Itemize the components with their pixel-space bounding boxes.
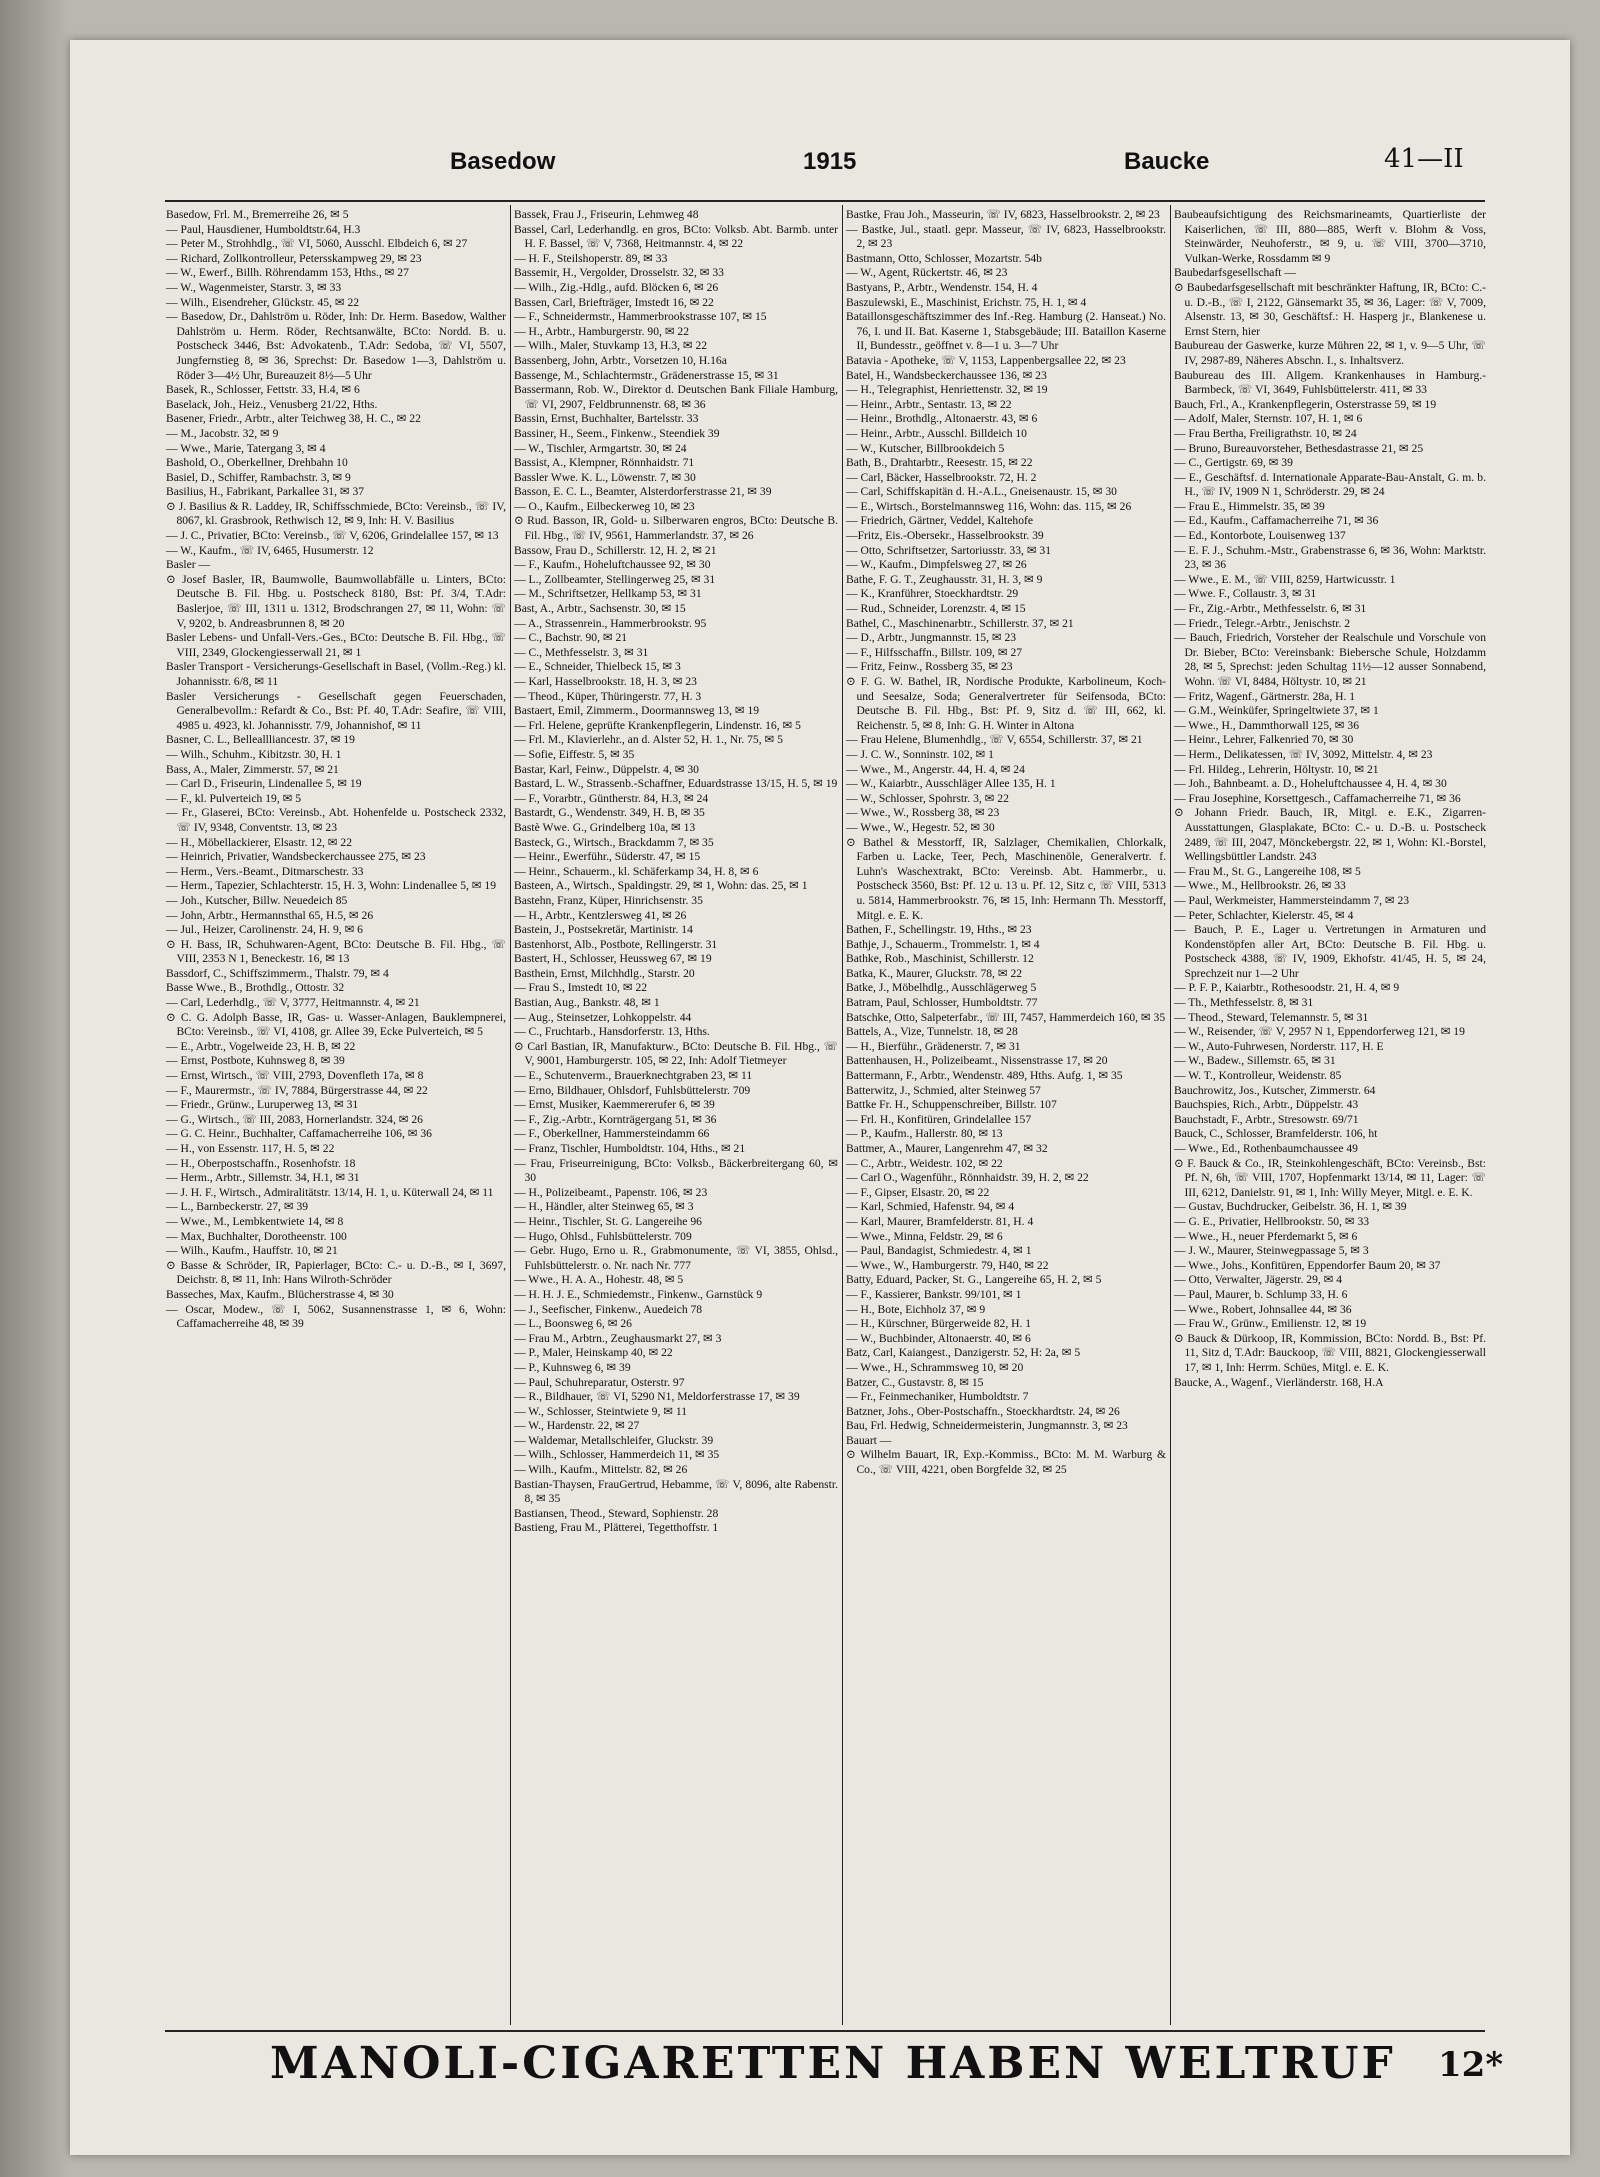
directory-entry: ⊙ Wilhelm Bauart, IR, Exp.-Kommiss., BCto: M. M. Warburg & Co., ☏ VIII, 4221, oben Borgfelde 32, ✉ 25	[846, 1448, 1166, 1477]
directory-entry: — Wwe., H., neuer Pferdemarkt 5, ✉ 6	[1174, 1229, 1358, 1243]
directory-entry: Baszulewski, E., Maschinist, Erichstr. 75, H. 1, ✉ 4	[846, 295, 1087, 309]
directory-entry: — E., Wirtsch., Borstelmannsweg 116, Wohn: das. 115, ✉ 26	[846, 499, 1132, 513]
directory-entry: — C., Fruchtarb., Hansdorferstr. 13, Hths.	[514, 1025, 710, 1039]
directory-entry: — Fritz, Feinw., Rossberg 35, ✉ 23	[846, 660, 1013, 674]
directory-entry: — F., Schneidermstr., Hammerbrookstrasse 107, ✉ 15	[514, 310, 767, 324]
directory-entry: Battmer, A., Maurer, Langenrehm 47, ✉ 32	[846, 1142, 1048, 1155]
directory-entry: Bassler Wwe. K. L., Löwenstr. 7, ✉ 30	[514, 470, 696, 484]
directory-entry: — Fritz, Wagenf., Gärtnerstr. 28a, H. 1	[1174, 689, 1356, 703]
directory-entry: — Wilh., Schuhm., Kibitzstr. 30, H. 1	[166, 747, 342, 761]
directory-entry: Bastke, Frau Joh., Masseurin, ☏ IV, 6823, Hasselbrookstr. 2, ✉ 23	[846, 208, 1160, 221]
directory-entry: ⊙ Carl Bastian, IR, Manufakturw., BCto: Deutsche B. Fil. Hbg., ☏ V, 9001, Hamburgerstr. 105, ✉ 22, Inh: Adolf Tietmeyer	[514, 1039, 838, 1068]
directory-entry: — W., Kutscher, Billbrookdeich 5	[846, 441, 1005, 455]
directory-entry: — Wwe., Johs., Konfitüren, Eppendorfer Baum 20, ✉ 37	[1174, 1258, 1441, 1272]
directory-entry: — E., Arbtr., Vogelweide 23, H. B, ✉ 22	[166, 1039, 356, 1053]
directory-entry: Bassek, Frau J., Friseurin, Lehmweg 48	[514, 208, 699, 221]
directory-entry: — Karl, Schmied, Hafenstr. 94, ✉ 4	[846, 1200, 1015, 1214]
directory-entry: ⊙ Josef Basler, IR, Baumwolle, Baumwollabfälle u. Linters, BCto: Deutsche B. Fil. Hbg. u. Postscheck 8180, Bst: Pf. 3/4, T.Adr: Baslerjoe, ☏ III, 1311 u. 1312, Brodschrangen 27, ✉ 11, Wohn: ☏ V, 9202, b. Andreasbrunnen 8, ✉ 20	[166, 572, 506, 630]
binding-gutter	[0, 0, 70, 2177]
directory-entry: — W., Kaiarbtr., Ausschläger Allee 135, H. 1	[846, 777, 1056, 791]
directory-entry: Bastenhorst, Alb., Postbote, Rellingerstr. 31	[514, 937, 718, 951]
directory-entry: — J., Seefischer, Finkenw., Auedeich 78	[514, 1302, 703, 1316]
directory-entry: — C., Methfesselstr. 3, ✉ 31	[514, 645, 649, 659]
directory-entry: — Wwe., W., Hegestr. 52, ✉ 30	[846, 820, 995, 834]
directory-entry: Batram, Paul, Schlosser, Humboldtstr. 77	[846, 996, 1038, 1010]
directory-entry: — H., Polizeibeamt., Papenstr. 106, ✉ 23	[514, 1185, 708, 1199]
directory-entry: — Wwe., M., Hellbrookstr. 26, ✉ 33	[1174, 879, 1346, 893]
directory-entry: — Herm., Arbtr., Sillemstr. 34, H.1, ✉ 31	[166, 1171, 360, 1185]
footer-rule	[165, 2030, 1485, 2032]
directory-entry: Basthein, Ernst, Milchhdlg., Starstr. 20	[514, 966, 695, 980]
directory-entry: Basson, E. C. L., Beamter, Alsterdorferstrasse 21, ✉ 39	[514, 485, 772, 499]
directory-entry: — Wilh., Kaufm., Hauffstr. 10, ✉ 21	[166, 1244, 338, 1258]
directory-entry: — Otto, Verwalter, Jägerstr. 29, ✉ 4	[1174, 1273, 1343, 1287]
directory-entry: — Hugo, Ohlsd., Fuhlsbüttelerstr. 709	[514, 1229, 692, 1243]
directory-entry: — F., Vorarbtr., Güntherstr. 84, H.3, ✉ 24	[514, 791, 709, 805]
directory-entry: — Fr., Glaserei, BCto: Vereinsb., Abt. Hohenfelde u. Postscheck 2332, ☏ IV, 9348, Conventstr. 13, ✉ 23	[166, 806, 506, 834]
directory-entry: — Jul., Heizer, Carolinenstr. 24, H. 9, ✉ 6	[166, 923, 363, 937]
directory-entry: — H., Arbtr., Hamburgerstr. 90, ✉ 22	[514, 324, 690, 338]
directory-entry: Bassenge, M., Schlachtermstr., Grädenerstrasse 15, ✉ 31	[514, 368, 779, 382]
directory-entry: Bastardt, G., Wendenstr. 349, H. B, ✉ 35	[514, 806, 705, 820]
directory-entry: — L., Barnbeckerstr. 27, ✉ 39	[166, 1200, 309, 1214]
directory-entry: Batzer, C., Gustavstr. 8, ✉ 15	[846, 1375, 984, 1389]
directory-entry: — Heinr., Arbtr., Ausschl. Billdeich 10	[846, 426, 1027, 440]
directory-entry: — Wwe., W., Hamburgerstr. 79, H40, ✉ 22	[846, 1258, 1049, 1272]
directory-entry: Bassow, Frau D., Schillerstr. 12, H. 2, ✉ 21	[514, 543, 717, 557]
directory-entry: — Ed., Kaufm., Caffamacherreihe 71, ✉ 36	[1174, 514, 1379, 528]
directory-entry: — L., Zollbeamter, Stellingerweg 25, ✉ 31	[514, 572, 716, 586]
directory-entry: — J. W., Maurer, Steinwegpassage 5, ✉ 3	[1174, 1244, 1369, 1258]
directory-entry: — H., Kürschner, Bürgerweide 82, H. 1	[846, 1317, 1032, 1331]
directory-entry: — Wilh., Zig.-Hdlg., aufd. Blöcken 6, ✉ 26	[514, 280, 719, 294]
directory-entry: Bassermann, Rob. W., Direktor d. Deutschen Bank Filiale Hamburg, ☏ VI, 2907, Feldbrunnenstr. 68, ✉ 36	[514, 383, 838, 411]
directory-entry: Bastyans, P., Arbtr., Wendenstr. 154, H. 4	[846, 280, 1038, 294]
directory-entry: Bauchrowitz, Jos., Kutscher, Zimmerstr. 64	[1174, 1083, 1376, 1097]
directory-entry: — Heinr., Arbtr., Sentastr. 13, ✉ 22	[846, 397, 1012, 411]
directory-entry: — Herm., Vers.-Beamt., Ditmarschestr. 33	[166, 864, 364, 878]
directory-entry: — J. H. F., Wirtsch., Admiralitätstr. 13/14, H. 1, u. Küterwall 24, ✉ 11	[166, 1185, 494, 1199]
directory-entry: — Wwe., M., Lembkentwiete 14, ✉ 8	[166, 1214, 344, 1228]
directory-entry: — Wwe., H., Dammthorwall 125, ✉ 36	[1174, 718, 1359, 732]
directory-entry: Bathje, J., Schauerm., Trommelstr. 1, ✉ 4	[846, 937, 1040, 951]
directory-entry: — E., Schneider, Thielbeck 15, ✉ 3	[514, 660, 681, 674]
directory-entry: — Heinr., Tischler, St. G. Langereihe 96	[514, 1214, 702, 1228]
directory-entry: — Wilh., Kaufm., Mittelstr. 82, ✉ 26	[514, 1463, 688, 1477]
directory-entry: Bast, A., Arbtr., Sachsenstr. 30, ✉ 15	[514, 602, 686, 616]
directory-entry: — W., Schlosser, Steintwiete 9, ✉ 11	[514, 1404, 688, 1418]
directory-entry: — O., Kaufm., Eilbeckerweg 10, ✉ 23	[514, 499, 695, 513]
directory-entry: ⊙ Bauck & Dürkoop, IR, Kommission, BCto: Nordd. B., Bst: Pf. 11, Sitz d, T.Adr: Bauckoop, ☏ VIII, 8821, Glockengiesserwall 17, ✉ 1, Inh: Herrm. Schües, Mitgl. e. E. K.	[1174, 1331, 1486, 1374]
directory-entry: — P., Kuhnsweg 6, ✉ 39	[514, 1360, 631, 1374]
directory-entry: Bassenberg, John, Arbtr., Vorsetzen 10, H.16a	[514, 353, 727, 367]
directory-entry: Baubureau des III. Allgem. Krankenhauses in Hamburg.-Barmbeck, ☏ VI, 3649, Fuhlsbüttelerstr. 411, ✉ 33	[1174, 368, 1486, 397]
directory-entry: — Max, Buchhalter, Dorotheenstr. 100	[166, 1229, 347, 1243]
directory-entry: Battels, A., Vize, Tunnelstr. 18, ✉ 28	[846, 1025, 1018, 1039]
column-divider	[842, 205, 843, 2025]
directory-entry: ⊙ J. Basilius & R. Laddey, IR, Schiffsschmiede, BCto: Vereinsb., ☏ IV, 8067, kl. Grasbrook, Rethwisch 12, ✉ 9, Inh: H. V. Basilius	[166, 499, 506, 528]
directory-entry: — Erno, Bildhauer, Ohlsdorf, Fuhlsbüttelerstr. 709	[514, 1083, 751, 1097]
directory-entry: Batschke, Otto, Salpeterfabr., ☏ III, 7457, Hammerdeich 160, ✉ 35	[846, 1010, 1166, 1024]
directory-entry: Bauart —	[846, 1433, 892, 1447]
directory-entry: Baubedarfsgesellschaft —	[1174, 266, 1297, 280]
directory-entry: — C., Arbtr., Weidestr. 102, ✉ 22	[846, 1156, 1003, 1170]
directory-entry: — Frl. Hildeg., Lehrerin, Höltystr. 10, ✉ 21	[1174, 762, 1379, 776]
directory-entry: — Theod., Küper, Thüringerstr. 77, H. 3	[514, 689, 702, 703]
directory-entry: — Wwe., Marie, Tatergang 3, ✉ 4	[166, 441, 326, 455]
directory-entry: — M., Schriftsetzer, Hellkamp 53, ✉ 31	[514, 587, 702, 601]
directory-entry: — K., Kranführer, Stoeckhardtstr. 29	[846, 587, 1019, 601]
directory-entry: Bauchspies, Rich., Arbtr., Düppelstr. 43	[1174, 1098, 1359, 1112]
directory-entry: — F., Gipser, Elsastr. 20, ✉ 22	[846, 1185, 990, 1199]
directory-entry: — Heinr., Schauerm., kl. Schäferkamp 34, H. 8, ✉ 6	[514, 864, 759, 878]
directory-entry: — Wwe., Minna, Feldstr. 29, ✉ 6	[846, 1229, 1003, 1243]
directory-entry: ⊙ H. Bass, IR, Schuhwaren-Agent, BCto: Deutsche B. Fil. Hbg., ☏ VIII, 2353 N 1, Beneckestr. 16, ✉ 13	[166, 937, 506, 966]
directory-entry: Battenhausen, H., Polizeibeamt., Nissenstrasse 17, ✉ 20	[846, 1054, 1108, 1068]
directory-entry: — H., Oberpostschaffn., Rosenhofstr. 18	[166, 1156, 356, 1170]
directory-entry: — E. F. J., Schuhm.-Mstr., Grabenstrasse 6, ✉ 36, Wohn: Marktstr. 23, ✉ 36	[1174, 543, 1486, 572]
directory-entry: — Heinr., Ewerführ., Süderstr. 47, ✉ 15	[514, 850, 701, 864]
directory-entry: — R., Bildhauer, ☏ VI, 5290 N1, Meldorferstrasse 17, ✉ 39	[514, 1390, 800, 1404]
directory-entry: — Frl. M., Klavierlehr., an d. Alster 52, H. 1., Nr. 75, ✉ 5	[514, 733, 783, 747]
directory-entry: Basek, R., Schlosser, Fettstr. 33, H.4, ✉ 6	[166, 383, 360, 397]
directory-entry: Bastard, L. W., Strassenb.-Schaffner, Eduardstrasse 13/15, H. 5, ✉ 19	[514, 777, 838, 791]
directory-entry: — W., Wagenmeister, Starstr. 3, ✉ 33	[166, 280, 342, 294]
directory-entry: Bath, B., Drahtarbtr., Reesestr. 15, ✉ 22	[846, 456, 1033, 470]
directory-entry: Basler Transport - Versicherungs-Gesellschaft in Basel, (Vollm.-Reg.) kl. Johannisstr. 6/8, ✉ 11	[166, 660, 506, 688]
directory-entry: — Bauch, Friedrich, Vorsteher der Realschule und Vorschule von Dr. Bieber, BCto: Vereinsbank: Biebersche Schule, Holzdamm 28, ✉ 5, Sprechst: jeden Schultag 11½—12 ausser Sonnabend, Wohn. ☏ VI, 8484, Höltystr. 10, ✉ 21	[1174, 631, 1486, 688]
directory-entry: — Joh., Kutscher, Billw. Neuedeich 85	[166, 893, 348, 907]
directory-entry: — W., Hardenstr. 22, ✉ 27	[514, 1419, 640, 1433]
directory-entry: Bass, A., Maler, Zimmerstr. 57, ✉ 21	[166, 762, 339, 776]
directory-entry: — Frau W., Grünw., Emilienstr. 12, ✉ 19	[1174, 1317, 1367, 1331]
directory-entry: — W., Badew., Sillemstr. 65, ✉ 31	[1174, 1054, 1336, 1068]
directory-entry: — Paul, Werkmeister, Hammersteindamm 7, ✉ 23	[1174, 893, 1410, 907]
directory-entry: — Richard, Zollkontrolleur, Petersskampweg 29, ✉ 23	[166, 251, 422, 265]
directory-entry: — W., Schlosser, Spohrstr. 3, ✉ 22	[846, 791, 1009, 805]
directory-entry: — W., Agent, Rückertstr. 46, ✉ 23	[846, 266, 1008, 280]
directory-entry: — Joh., Bahnbeamt. a. D., Hoheluftchaussee 4, H. 4, ✉ 30	[1174, 777, 1447, 791]
directory-entry: — Otto, Schriftsetzer, Sartoriusstr. 33, ✉ 31	[846, 543, 1052, 557]
directory-entry: Bathe, F. G. T., Zeughausstr. 31, H. 3, ✉ 9	[846, 572, 1043, 586]
directory-entry: Battke Fr. H., Schuppenschreiber, Billstr. 107	[846, 1098, 1057, 1112]
directory-entry: Bastiansen, Theod., Steward, Sophienstr. 28	[514, 1506, 719, 1520]
directory-entry: — Ernst, Postbote, Kuhnsweg 8, ✉ 39	[166, 1054, 345, 1068]
directory-entry: Bastehn, Franz, Küper, Hinrichsenstr. 35	[514, 893, 703, 907]
directory-entry: ⊙ F. G. W. Bathel, IR, Nordische Produkte, Karbolineum, Koch- und Seesalze, Soda; Generalvertreter für Seifensoda, BCto: Deutsche B. Fil. Hbg., Bst: Pf. 9, Sitz d. ☏ III, 662, kl. Reichenstr. 5, ✉ 8, Inh: G. H. Winter in Altona	[846, 675, 1166, 732]
directory-entry: Basener, Friedr., Arbtr., alter Teichweg 38, H. C., ✉ 22	[166, 412, 421, 426]
directory-entry: — G., Wirtsch., ☏ III, 2083, Hornerlandstr. 324, ✉ 26	[166, 1112, 423, 1126]
directory-entry: Bastar, Karl, Feinw., Düppelstr. 4, ✉ 30	[514, 762, 699, 776]
directory-entry: Bauck, C., Schlosser, Bramfelderstr. 106, ht	[1174, 1127, 1378, 1141]
directory-entry: Bassdorf, C., Schiffszimmerm., Thalstr. 79, ✉ 4	[166, 966, 389, 980]
directory-entry: — Friedrich, Gärtner, Veddel, Kaltehofe	[846, 514, 1034, 528]
directory-entry: — Wwe., M., Angerstr. 44, H. 4, ✉ 24	[846, 762, 1025, 776]
directory-entry: Bataillonsgeschäftszimmer des Inf.-Reg. Hamburg (2. Hanseat.) No. 76, I. und II. Bat. Kaserne 1, Stabsgebäude; III. Bataillon Kaserne II, Bundesstr., geöffnet v. 8—1 u. 3—7 Uhr	[846, 310, 1166, 353]
directory-entry: Basler Versicherungs - Gesellschaft gegen Feuerschaden, Generalbevollm.: Refardt & Co., Bst: Pf. 40, T.Adr: Seafire, ☏ VIII, 4985 u. 4923, kl. Johannisstr. 7/9, Johannishof, ✉ 11	[166, 689, 506, 732]
directory-entry: — P. F. P., Kaiarbtr., Rothesoodstr. 21, H. 4, ✉ 9	[1174, 981, 1400, 995]
directory-entry: Batavia - Apotheke, ☏ V, 1153, Lappenbergsallee 22, ✉ 23	[846, 353, 1126, 367]
directory-entry: — H., Möbellackierer, Elsastr. 12, ✉ 22	[166, 835, 353, 849]
directory-entry: — Frau Helene, Blumenhdlg., ☏ V, 6554, Schillerstr. 37, ✉ 21	[846, 733, 1143, 747]
directory-entry: Bastè Wwe. G., Grindelberg 10a, ✉ 13	[514, 820, 696, 834]
directory-entry: — Herm., Tapezier, Schlachterstr. 15, H. 3, Wohn: Lindenallee 5, ✉ 19	[166, 879, 497, 893]
directory-entry: — Oscar, Modew., ☏ I, 5062, Susannenstrasse 1, ✉ 6, Wohn: Caffamacherreihe 48, ✉ 39	[166, 1302, 506, 1331]
directory-entry: — Wwe., Robert, Johnsallee 44, ✉ 36	[1174, 1302, 1352, 1316]
directory-entry: — F., Maurermstr., ☏ IV, 7884, Bürgerstrasse 44, ✉ 22	[166, 1083, 428, 1097]
directory-entry: — Frau Josephine, Korsettgesch., Caffamacherreihe 71, ✉ 36	[1174, 791, 1461, 805]
directory-entry: — Theod., Steward, Telemannstr. 5, ✉ 31	[1174, 1010, 1369, 1024]
column-4	[1174, 208, 1486, 2023]
directory-entry: Basler —	[166, 558, 211, 572]
directory-entry: Basteck, G., Wirtsch., Brackdamm 7, ✉ 35	[514, 835, 714, 849]
directory-entry: — W., Buchbinder, Altonaerstr. 40, ✉ 6	[846, 1331, 1031, 1345]
directory-entry: — Gebr. Hugo, Erno u. R., Grabmonumente, ☏ VI, 3855, Ohlsd., Fuhlsbüttelerstr. o. Nr. nach Nr. 777	[514, 1244, 838, 1272]
directory-entry: — A., Strassenrein., Hammerbrookstr. 95	[514, 616, 707, 630]
directory-entry: — Carl, Schiffskapitän d. H.-A.L., Gneisenaustr. 15, ✉ 30	[846, 485, 1117, 499]
directory-entry: — Paul, Schuhreparatur, Osterstr. 97	[514, 1375, 685, 1389]
directory-entry: Bathel, C., Maschinenarbtr., Schillerstr. 37, ✉ 21	[846, 616, 1074, 630]
directory-entry: — Frl. Helene, geprüfte Krankenpflegerin, Lindenstr. 16, ✉ 5	[514, 718, 801, 732]
directory-entry: — E., Geschäftsf. d. Internationale Apparate-Bau-Anstalt, G. m. b. H., ☏ IV, 1909 N 1, Schröderstr. 29, ✉ 24	[1174, 470, 1486, 499]
column-divider	[1170, 205, 1171, 2025]
directory-entry: — H., Bierführ., Grädenerstr. 7, ✉ 31	[846, 1039, 1021, 1053]
directory-entry: ⊙ Johann Friedr. Bauch, IR, Mitgl. e. E.K., Zigarren-Ausstattungen, Glasplakate, BCto: C.- u. D.-B. u. Postscheck 2489, ☏ III, 2047, Mönckebergstr. 22, ✉ 1, Wohn: Kl.-Borstel, Wellingsbüttler Landstr. 243	[1174, 806, 1486, 864]
directory-entry: — John, Arbtr., Hermannsthal 65, H.5, ✉ 26	[166, 908, 374, 922]
directory-entry: —Fritz, Eis.-Obersekr., Hasselbrookstr. 39	[846, 529, 1044, 543]
directory-entry: — Heinr., Lehrer, Falkenried 70, ✉ 30	[1174, 733, 1354, 747]
directory-entry: — Heinr., Brothdlg., Altonaerstr. 43, ✉ 6	[846, 412, 1038, 426]
column-divider	[510, 205, 511, 2025]
directory-entry: — M., Jacobstr. 32, ✉ 9	[166, 426, 279, 440]
directory-entry: — W., Ewerf., Billh. Röhrendamm 153, Hths., ✉ 27	[166, 266, 409, 280]
directory-entry: Basner, C. L., Belleallliancestr. 37, ✉ 19	[166, 733, 355, 747]
directory-entry: — Bauch, P. E., Lager u. Vertretungen in Armaturen und Kondenstöpfen aller Art, BCto: Deutsche B. Fil. Hbg. u. Postscheck 4388, ☏ IV, 1909, Ekhofstr. 41/45, H. 5, ✉ 24, Sprechzeit nur 1—2 Uhr	[1174, 923, 1486, 980]
directory-entry: Bastmann, Otto, Schlosser, Mozartstr. 54b	[846, 251, 1042, 265]
directory-entry: Bastaert, Emil, Zimmerm., Doormannsweg 13, ✉ 19	[514, 704, 760, 718]
directory-entry: — Adolf, Maler, Sternstr. 107, H. 1, ✉ 6	[1174, 412, 1363, 426]
directory-entry: — Sofie, Eiffestr. 5, ✉ 35	[514, 747, 635, 761]
directory-entry: ⊙ Baubedarfsgesellschaft mit beschränkter Haftung, IR, BCto: C.- u. D.-B., ☏ I, 2122, Gänsemarkt 35, ✉ 36, Lager: ☏ V, 7009, Alsenstr. 13, ✉ 30, Geschäftsf.: H. Hasperg jr., Blankenese u. Ernst Stern, hier	[1174, 280, 1486, 338]
directory-entry: — Wwe., H. A. A., Hohestr. 48, ✉ 5	[514, 1273, 684, 1287]
directory-entry: — Karl, Hasselbrookstr. 18, H. 3, ✉ 23	[514, 675, 697, 688]
directory-entry: — D., Arbtr., Jungmannstr. 15, ✉ 23	[846, 631, 1017, 645]
directory-entry: — H., von Essenstr. 117, H. 5, ✉ 22	[166, 1142, 335, 1155]
directory-entry: — F., kl. Pulverteich 19, ✉ 5	[166, 791, 302, 805]
directory-entry: — F., Oberkellner, Hammersteindamm 66	[514, 1127, 710, 1141]
directory-entry: — W., Reisender, ☏ V, 2957 N 1, Eppendorferweg 121, ✉ 19	[1174, 1025, 1465, 1039]
directory-entry: — Frau, Friseurreinigung, BCto: Volksb., Bäckerbreitergang 60, ✉ 30	[514, 1156, 838, 1185]
directory-entry: Bassen, Carl, Briefträger, Imstedt 16, ✉ 22	[514, 295, 714, 309]
directory-entry: Bashold, O., Oberkellner, Drehbahn 10	[166, 456, 348, 470]
directory-entry: — H. H. J. E., Schmiedemstr., Finkenw., Garnstück 9	[514, 1287, 763, 1301]
directory-entry: Batty, Eduard, Packer, St. G., Langereihe 65, H. 2, ✉ 5	[846, 1273, 1102, 1287]
directory-entry: — H., Arbtr., Kentzlersweg 41, ✉ 26	[514, 908, 687, 922]
directory-entry: — Basedow, Dr., Dahlström u. Röder, Inh: Dr. Herm. Basedow, Walther Dahlström u. Herm. Röder, Rechtsanwälte, BCto: Nordd. B. u. Postscheck 3446, Bst: Advokatenb., T.Adr: Sedoba, ☏ VI, 5507, Jungfernstieg 8, ✉ 36, Sprechst: Dr. Basedow 1—3, Dahlström u. Röder 3—4½ Uhr, Bureauzeit 8½—5 Uhr	[166, 310, 506, 382]
directory-entry: — Wwe., Ed., Rothenbaumchaussee 49	[1174, 1142, 1358, 1155]
directory-entry: ⊙ F. Bauck & Co., IR, Steinkohlengeschäft, BCto: Vereinsb., Bst: Pf. N, 6h, ☏ VIII, 1707, Hopfenmarkt 13/14, ✉ 11, Lager: ☏ III, 6212, Danielstr. 91, ✉ 1, Inh: Willy Meyer, Mitgl. e. E. K.	[1174, 1156, 1486, 1199]
directory-entry: ⊙ Basse & Schröder, IR, Papierlager, BCto: C.- u. D.-B., ✉ I, 3697, Deichstr. 8, ✉ 11, Inh: Hans Wilroth-Schröder	[166, 1258, 506, 1287]
directory-entry: — Herm., Delikatessen, ☏ IV, 3092, Mittelstr. 4, ✉ 23	[1174, 747, 1433, 761]
directory-entry: Bathke, Rob., Maschinist, Schillerstr. 12	[846, 952, 1034, 966]
directory-entry: Baubeaufsichtigung des Reichsmarineamts, Quartierliste der Kaiserlichen, ☏ III, 880—885, Werft v. Blohm & Voss, Steinwärder, Neuhoferstr., ✉ 9, u. ☏ VIII, 3700—3710, Vulkan-Werke, Rossdamm ✉ 9	[1174, 208, 1486, 265]
directory-entry: — F., Hilfsschaffn., Billstr. 109, ✉ 27	[846, 645, 1023, 659]
directory-entry: Battermann, F., Arbtr., Wendenstr. 489, Hths. Aufg. 1, ✉ 35	[846, 1069, 1123, 1083]
column-3	[846, 208, 1166, 2023]
directory-entry: — E., Schutenverm., Brauerknechtgraben 23, ✉ 11	[514, 1069, 753, 1083]
directory-entry: — Heinrich, Privatier, Wandsbeckerchaussee 275, ✉ 23	[166, 850, 426, 864]
directory-entry: Batke, J., Möbelhdlg., Ausschlägerweg 5	[846, 981, 1037, 995]
directory-entry: — J. C., Privatier, BCto: Vereinsb., ☏ V, 6206, Grindelallee 157, ✉ 13	[166, 529, 499, 543]
directory-entry: — H. F., Steilshoperstr. 89, ✉ 33	[514, 251, 668, 265]
directory-entry: — Rud., Schneider, Lorenzstr. 4, ✉ 15	[846, 602, 1026, 616]
directory-entry: Bassemir, H., Vergolder, Drosselstr. 32, ✉ 33	[514, 266, 724, 280]
directory-entry: — Friedr., Telegr.-Arbtr., Jenischstr. 2	[1174, 616, 1351, 630]
directory-entry: — Friedr., Grünw., Luruperweg 13, ✉ 31	[166, 1098, 359, 1112]
directory-entry: Bassiner, H., Seem., Finkenw., Steendiek 39	[514, 426, 720, 440]
directory-entry: — H., Händler, alter Steinweg 65, ✉ 3	[514, 1200, 694, 1214]
directory-entry: Bauchstadt, F., Arbtr., Stresowstr. 69/71	[1174, 1112, 1359, 1126]
directory-entry: — Frau S., Imstedt 10, ✉ 22	[514, 981, 648, 995]
directory-entry: — F., Kassierer, Bankstr. 99/101, ✉ 1	[846, 1287, 1022, 1301]
directory-entry: — C., Gertigstr. 69, ✉ 39	[1174, 456, 1293, 470]
directory-entry: — Wilh., Maler, Stuvkamp 13, H.3, ✉ 22	[514, 339, 708, 353]
directory-entry: Basseches, Max, Kaufm., Blücherstrasse 4, ✉ 30	[166, 1287, 394, 1301]
directory-entry: Basedow, Frl. M., Bremerreihe 26, ✉ 5	[166, 208, 349, 221]
directory-entry: — Frau Bertha, Freiligrathstr. 10, ✉ 24	[1174, 426, 1357, 440]
column-2	[514, 208, 838, 2023]
directory-entry: — Ed., Kontorbote, Louisenweg 137	[1174, 529, 1346, 543]
directory-entry: — Wilh., Schlosser, Hammerdeich 11, ✉ 35	[514, 1448, 720, 1462]
directory-entry: — F., Zig.-Arbtr., Kornträgergang 51, ✉ 36	[514, 1112, 717, 1126]
directory-entry: — Wwe., H., Schrammsweg 10, ✉ 20	[846, 1360, 1024, 1374]
directory-entry: Bassel, Carl, Lederhandlg. en gros, BCto: Volksb. Abt. Barmb. unter H. F. Bassel, ☏ V, 7368, Heitmannstr. 4, ✉ 22	[514, 222, 838, 251]
directory-entry: Batel, H., Wandsbeckerchaussee 136, ✉ 23	[846, 368, 1047, 382]
directory-entry: — Fr., Zig.-Arbtr., Methfesselstr. 6, ✉ 31	[1174, 602, 1367, 616]
directory-entry: — Ernst, Wirtsch., ☏ VIII, 2793, Dovenfleth 17a, ✉ 8	[166, 1069, 424, 1083]
directory-entry: — W. T., Kontrolleur, Weidenstr. 85	[1174, 1069, 1342, 1083]
directory-entry: — Carl O., Wagenführ., Rönnhaidstr. 39, H. 2, ✉ 22	[846, 1171, 1089, 1185]
directory-entry: — Paul, Bandagist, Schmiedestr. 4, ✉ 1	[846, 1244, 1032, 1258]
directory-entry: Bastert, H., Schlosser, Heussweg 67, ✉ 19	[514, 952, 712, 966]
directory-entry: Baselack, Joh., Heiz., Venusberg 21/22, Hths.	[166, 397, 378, 411]
directory-entry: Basler Lebens- und Unfall-Vers.-Ges., BCto: Deutsche B. Fil. Hbg., ☏ VIII, 2349, Glockengiesserwall 21, ✉ 1	[166, 631, 506, 659]
directory-entry: — G. C. Heinr., Buchhalter, Caffamacherreihe 106, ✉ 36	[166, 1127, 432, 1141]
directory-entry: — Wwe., E. M., ☏ VIII, 8259, Hartwicusstr. 1	[1174, 572, 1396, 586]
running-head-year: 1915	[803, 148, 857, 175]
advertisement-banner: MANOLI-CIGARETTEN HABEN WELTRUF	[270, 2038, 1396, 2089]
directory-entry: — P., Maler, Heinskamp 40, ✉ 22	[514, 1346, 673, 1360]
column-1	[166, 208, 506, 2023]
directory-entry: Bathen, F., Schellingstr. 19, Hths., ✉ 23	[846, 923, 1032, 937]
directory-entry: — L., Boonsweg 6, ✉ 26	[514, 1317, 632, 1331]
directory-entry: — Fr., Feinmechaniker, Humboldtstr. 7	[846, 1390, 1029, 1404]
directory-entry: — G. E., Privatier, Hellbrookstr. 50, ✉ 33	[1174, 1214, 1370, 1228]
directory-entry: — Bruno, Bureauvorsteher, Bethesdastrasse 21, ✉ 25	[1174, 441, 1424, 455]
directory-entry: Bassist, A., Klempner, Rönnhaidstr. 71	[514, 456, 695, 470]
directory-entry: — W., Tischler, Armgartstr. 30, ✉ 24	[514, 441, 687, 455]
directory-entry: — Carl D., Friseurin, Lindenallee 5, ✉ 19	[166, 777, 362, 791]
directory-entry: ⊙ C. G. Adolph Basse, IR, Gas- u. Wasser-Anlagen, Bauklempnerei, BCto: Vereinsb., ☏ VI, 4108, gr. Allee 39, Ecke Pulverteich, ✉ 5	[166, 1010, 506, 1039]
directory-entry: — Frau M., Arbtrn., Zeughausmarkt 27, ✉ 3	[514, 1331, 722, 1345]
directory-entry: — Aug., Steinsetzer, Lohkoppelstr. 44	[514, 1010, 692, 1024]
directory-entry: — Frau E., Himmelstr. 35, ✉ 39	[1174, 499, 1325, 513]
directory-entry: Baucke, A., Wagenf., Vierländerstr. 168, H.A	[1174, 1375, 1384, 1389]
directory-entry: — Gustav, Buchdrucker, Geibelstr. 36, H. 1, ✉ 39	[1174, 1200, 1407, 1214]
directory-entry: Bauch, Frl., A., Krankenpflegerin, Osterstrasse 59, ✉ 19	[1174, 397, 1437, 411]
header-rule	[165, 200, 1485, 202]
directory-entry: — Frl. H., Konfitüren, Grindelallee 157	[846, 1112, 1032, 1126]
directory-entry: Bastian, Aug., Bankstr. 48, ✉ 1	[514, 996, 660, 1010]
directory-entry: — Frau M., St. G., Langereihe 108, ✉ 5	[1174, 864, 1361, 878]
page-number: 41—II	[1384, 144, 1464, 174]
directory-entry: — H., Bote, Eichholz 37, ✉ 9	[846, 1302, 986, 1316]
directory-entry: Bastein, J., Postsekretär, Martinistr. 14	[514, 923, 693, 937]
directory-entry: Basteen, A., Wirtsch., Spaldingstr. 29, ✉ 1, Wohn: das. 25, ✉ 1	[514, 879, 808, 893]
directory-entry: — Peter M., Strohhdlg., ☏ VI, 5060, Ausschl. Elbdeich 6, ✉ 27	[166, 237, 468, 251]
directory-entry: Bau, Frl. Hedwig, Schneidermeisterin, Jungmannstr. 3, ✉ 23	[846, 1419, 1128, 1433]
directory-entry: Baubureau der Gaswerke, kurze Mühren 22, ✉ 1, v. 9—5 Uhr, ☏ IV, 2987-89, Näheres Abschn. I., s. Inhaltsverz.	[1174, 339, 1486, 367]
directory-entry: Bastian-Thaysen, FrauGertrud, Hebamme, ☏ V, 8096, alte Rabenstr. 8, ✉ 35	[514, 1477, 838, 1506]
directory-entry: — Bastke, Jul., staatl. gepr. Masseur, ☏ IV, 6823, Hasselbrookstr. 2, ✉ 23	[846, 222, 1166, 251]
directory-entry: — Wwe. F., Collaustr. 3, ✉ 31	[1174, 587, 1317, 601]
directory-entry: Basiel, D., Schiffer, Rambachstr. 3, ✉ 9	[166, 470, 351, 484]
directory-entry: — Karl, Maurer, Bramfelderstr. 81, H. 4	[846, 1214, 1034, 1228]
directory-entry: ⊙ Bathel & Messtorff, IR, Salzlager, Chemikalien, Chlorkalk, Farben u. Lacke, Teer, Pech, Maschinenöle, Generalvertr. f. Luhn's Waschextrakt, BCto: Vereinsb. Abt. Hammerbr., u. Postscheck 3560, Bst: Pf. 12 u. 13 u. Pf. 12, Sitz c, ☏ VIII, 5313 u. 5814, Hammerbrookstr. 76, ✉ 15, Inh: Hermann Th. Messtorff, Mitgl. e. E. K.	[846, 835, 1166, 922]
directory-entry: Bastieng, Frau M., Plätterei, Tegetthoffstr. 1	[514, 1521, 719, 1535]
directory-entry: — Carl, Lederhdlg., ☏ V, 3777, Heitmannstr. 4, ✉ 21	[166, 996, 420, 1010]
directory-entry: Batzner, Johs., Ober-Postschaffn., Stoeckhardtstr. 24, ✉ 26	[846, 1404, 1120, 1418]
directory-entry: — F., Kaufm., Hoheluftchaussee 92, ✉ 30	[514, 558, 711, 572]
directory-entry: Batka, K., Maurer, Gluckstr. 78, ✉ 22	[846, 966, 1023, 980]
directory-entry: — W., Kaufm., Dimpfelsweg 27, ✉ 26	[846, 558, 1027, 572]
directory-entry: — G.M., Weinküfer, Springeltwiete 37, ✉ 1	[1174, 704, 1379, 718]
running-head-last-entry: Baucke	[1124, 148, 1210, 175]
directory-entry: — P., Kaufm., Hallerstr. 80, ✉ 13	[846, 1127, 1003, 1141]
directory-entry: — Carl, Bäcker, Hasselbrookstr. 72, H. 2	[846, 470, 1037, 484]
directory-entry: Batz, Carl, Kaiangest., Danzigerstr. 52, H: 2a, ✉ 5	[846, 1346, 1081, 1360]
directory-entry: — Wilh., Eisendreher, Glückstr. 45, ✉ 22	[166, 295, 360, 309]
directory-entry: — H., Telegraphist, Henriettenstr. 32, ✉ 19	[846, 383, 1048, 397]
directory-entry: Basse Wwe., B., Brothdlg., Ottostr. 32	[166, 981, 345, 995]
directory-entry: — W., Auto-Fuhrwesen, Norderstr. 117, H. E	[1174, 1039, 1384, 1053]
directory-entry: Basilius, H., Fabrikant, Parkallee 31, ✉ 37	[166, 485, 365, 499]
directory-entry: — W., Kaufm., ☏ IV, 6465, Husumerstr. 12	[166, 543, 374, 557]
sheet-signature-mark: 12*	[1438, 2045, 1504, 2085]
directory-entry: — C., Bachstr. 90, ✉ 21	[514, 631, 628, 645]
directory-entry: — Franz, Tischler, Humboldtstr. 104, Hths., ✉ 21	[514, 1142, 746, 1155]
running-head-first-entry: Basedow	[450, 148, 556, 175]
directory-entry: — Peter, Schlachter, Kielerstr. 45, ✉ 4	[1174, 908, 1354, 922]
directory-entry: — Waldemar, Metallschleifer, Gluckstr. 39	[514, 1433, 714, 1447]
directory-entry: Batterwitz, J., Schmied, alter Steinweg 57	[846, 1083, 1041, 1097]
directory-entry: — Paul, Maurer, b. Schlump 33, H. 6	[1174, 1287, 1348, 1301]
directory-entry: ⊙ Rud. Basson, IR, Gold- u. Silberwaren engros, BCto: Deutsche B. Fil. Hbg., ☏ IV, 9561, Hammerlandstr. 37, ✉ 26	[514, 514, 838, 543]
directory-entry: Bassin, Ernst, Buchhalter, Bartelsstr. 33	[514, 412, 699, 426]
directory-entry: — Th., Methfesselstr. 8, ✉ 31	[1174, 996, 1314, 1010]
directory-entry: — J. C. W., Sonninstr. 102, ✉ 1	[846, 747, 994, 761]
directory-entry: — Wwe., W., Rossberg 38, ✉ 23	[846, 806, 1000, 820]
directory-entry: — Ernst, Musiker, Kaemmererufer 6, ✉ 39	[514, 1098, 715, 1112]
directory-entry: — Paul, Hausdiener, Humboldtstr.64, H.3	[166, 222, 361, 236]
